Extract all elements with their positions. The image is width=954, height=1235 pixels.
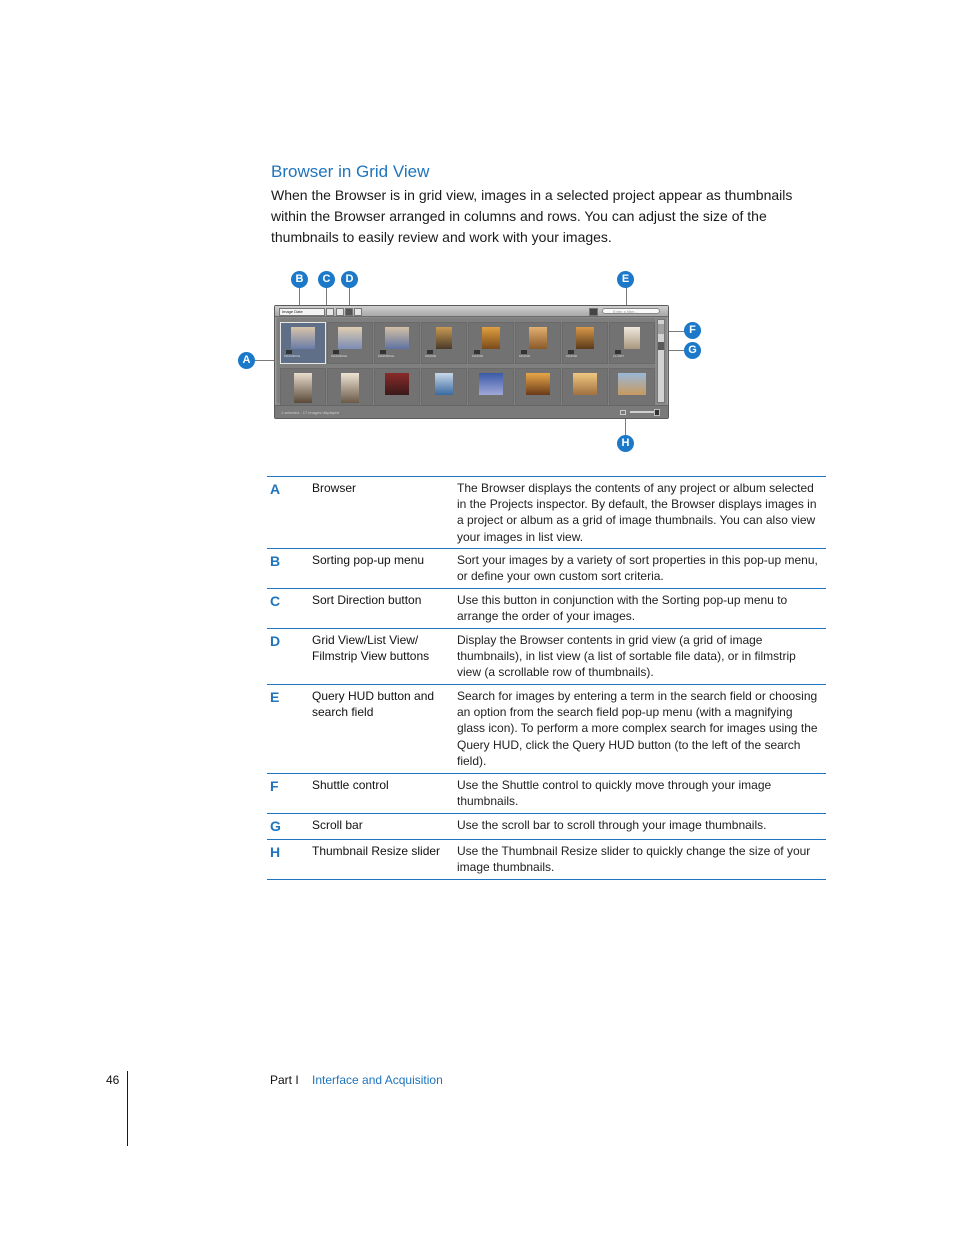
callout-h: H (617, 435, 634, 452)
row-letter: H (270, 844, 281, 860)
thumbnail-grid (277, 318, 655, 403)
row-term: Grid View/List View/ Filmstrip View buttons (312, 633, 430, 663)
search-field[interactable]: Enter a filter... (602, 308, 660, 314)
thumbnail-caption: MA2900 (566, 354, 578, 358)
table-row (267, 477, 826, 549)
thumbnail-image (482, 327, 500, 349)
row-letter: F (270, 778, 279, 794)
table-row (267, 549, 826, 589)
thumbnail[interactable] (280, 322, 326, 364)
table-row (267, 774, 826, 814)
thumbnail-image (618, 373, 646, 395)
table-row (267, 685, 826, 774)
callout-legend-table (267, 476, 826, 880)
row-description: The Browser displays the contents of any project or album selected in the Projects inspector. By default, the Browser displays images in a project or album as a grid of image thumbnails. You can also view your images in list view. (457, 481, 817, 544)
row-term: Thumbnail Resize slider (312, 844, 441, 858)
thumbnail-image (294, 373, 312, 403)
browser-figure (236, 268, 706, 458)
thumbnail[interactable] (562, 368, 608, 410)
row-description: Display the Browser contents in grid view (a grid of image thumbnails), in list view (a list of sortable file data), or in filmstrip view (a scrollable row of thumbnails). (457, 633, 796, 680)
browser-toolbar (275, 306, 668, 317)
callout-a: A (238, 352, 255, 369)
row-letter: D (270, 633, 281, 649)
thumbnail-image (576, 327, 594, 349)
thumbnail-caption: MA2900 (519, 354, 531, 358)
thumbnail-caption: MA290003a (378, 354, 395, 358)
browser-window (274, 305, 669, 419)
row-term: Sort Direction button (312, 593, 422, 607)
scroll-bar[interactable] (657, 319, 665, 403)
thumbnail-image (385, 327, 409, 349)
row-term: Browser (312, 481, 357, 495)
row-description: Search for images by entering a term in the search field or choosing an option from the search field pop-up menu (with a magnifying glass icon). To perform a more complex search for images using the Query HUD, click the Query HUD button (to the left of the search field). (457, 689, 818, 768)
thumbnail[interactable] (609, 322, 655, 364)
thumbnail-image (291, 327, 315, 349)
row-term: Scroll bar (312, 818, 363, 832)
thumbnail-image (624, 327, 640, 349)
thumbnail[interactable] (421, 368, 467, 410)
footer-part-title[interactable]: Interface and Acquisition (312, 1073, 443, 1087)
thumbnail[interactable] (421, 322, 467, 364)
row-description: Use the Thumbnail Resize slider to quickly change the size of your image thumbnails. (457, 844, 811, 875)
sort-direction-button[interactable] (326, 308, 334, 316)
grid-view-button[interactable] (345, 308, 353, 316)
callout-c: C (318, 271, 335, 288)
page-number: 46 (106, 1073, 120, 1087)
row-term: Shuttle control (312, 778, 389, 792)
thumbnail-image (435, 373, 453, 395)
row-letter: G (270, 818, 281, 834)
footer-part: Part I (270, 1073, 299, 1087)
table-row (267, 814, 826, 840)
thumbnail[interactable] (468, 322, 514, 364)
row-letter: A (270, 481, 281, 497)
row-letter: E (270, 689, 280, 705)
thumbnail[interactable] (609, 368, 655, 410)
list-view-button[interactable] (336, 308, 344, 316)
thumbnail-caption: MA2900 (472, 354, 484, 358)
thumbnail[interactable] (327, 322, 373, 364)
callout-d: D (341, 271, 358, 288)
row-description: Use the scroll bar to scroll through your image thumbnails. (457, 818, 767, 832)
thumbnail-size-icon (620, 410, 626, 415)
thumbnail-caption: MA290003a (331, 354, 348, 358)
scroll-thumb[interactable] (658, 342, 664, 350)
table-row (267, 840, 826, 880)
thumbnail[interactable] (562, 322, 608, 364)
callout-e: E (617, 271, 634, 288)
thumbnail[interactable] (327, 368, 373, 410)
browser-status-bar (275, 405, 668, 418)
row-letter: B (270, 553, 281, 569)
intro-paragraph: When the Browser is in grid view, images in a selected project appear as thumbnails within the Browser arranged in columns and rows. You can adjust the size of the thumbnails to easily review and work with your images. (271, 187, 793, 245)
thumbnail-image (529, 327, 547, 349)
thumbnail[interactable] (374, 322, 420, 364)
callout-g: G (684, 342, 701, 359)
row-description: Use the Shuttle control to quickly move through your image thumbnails. (457, 778, 772, 809)
query-hud-button[interactable] (589, 308, 598, 316)
row-letter: C (270, 593, 281, 609)
callout-f: F (684, 322, 701, 339)
thumbnail-image (573, 373, 597, 395)
table-row (267, 629, 826, 685)
row-description: Sort your images by a variety of sort properties in this pop-up menu, or define your own custom sort criteria. (457, 553, 818, 584)
status-text: 1 selected - 17 images displayed (281, 410, 340, 415)
row-description: Use this button in conjunction with the Sorting pop-up menu to arrange the order of your images. (457, 593, 788, 624)
thumbnail-caption: MA290003a (284, 354, 301, 358)
thumbnail-caption: 10-2007 (613, 354, 625, 358)
leader-b (299, 287, 300, 306)
leader-d (349, 287, 350, 306)
thumbnail[interactable] (280, 368, 326, 410)
sorting-popup-menu[interactable]: Image Date (279, 308, 325, 316)
filmstrip-view-button[interactable] (354, 308, 362, 316)
thumbnail[interactable] (515, 368, 561, 410)
shuttle-control[interactable] (658, 324, 664, 334)
slider-knob[interactable] (654, 409, 660, 416)
row-term: Query HUD button and search field (312, 689, 435, 719)
thumbnail[interactable] (515, 322, 561, 364)
section-title: Browser in Grid View (271, 162, 430, 181)
footer-divider (127, 1071, 128, 1146)
thumbnail-image (479, 373, 503, 395)
thumbnail-caption: MA2900 (425, 354, 437, 358)
leader-c (326, 287, 327, 306)
thumbnail-image (526, 373, 550, 395)
thumbnail-image (436, 327, 452, 349)
thumbnail-image (341, 373, 359, 403)
table-row (267, 589, 826, 629)
callout-b: B (291, 271, 308, 288)
thumbnail[interactable] (374, 368, 420, 410)
thumbnail-image (338, 327, 362, 349)
thumbnail[interactable] (468, 368, 514, 410)
row-term: Sorting pop-up menu (312, 553, 425, 567)
thumbnail-image (385, 373, 409, 395)
